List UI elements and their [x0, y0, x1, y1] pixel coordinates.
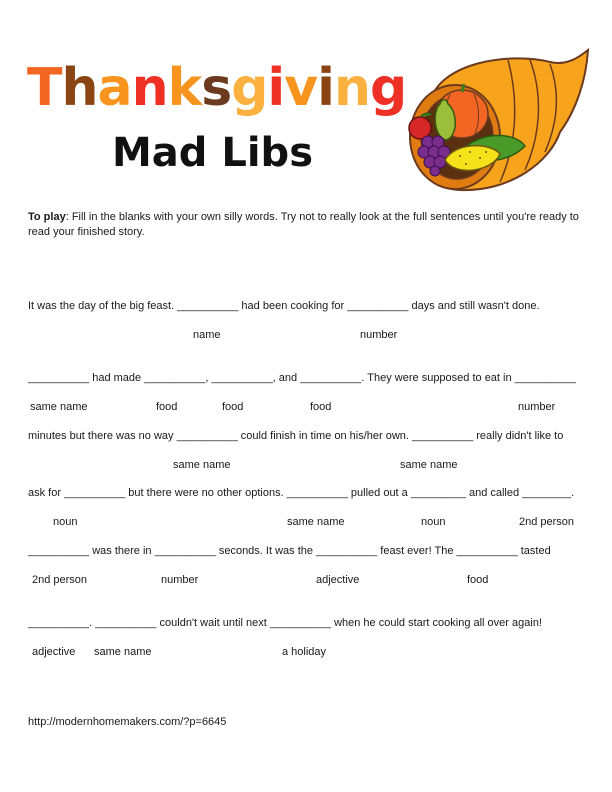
- story-line-2: __________ had made __________, __________, and __________. They were supposed to eat in __________: [28, 372, 576, 384]
- story-line-5: __________ was there in __________ seconds. It was the __________ feast ever! The __________ tasted: [28, 545, 551, 557]
- blank-hint: noun: [421, 516, 446, 528]
- blank-hint: a holiday: [282, 646, 327, 658]
- title-letter: i: [267, 58, 285, 118]
- blank-hint: number: [360, 329, 398, 341]
- blank-hint: food: [310, 401, 332, 413]
- source-link[interactable]: http://modernhomemakers.com/?p=6645: [28, 716, 227, 728]
- blank-hint: same name: [400, 459, 458, 471]
- blank-hint: number: [518, 401, 556, 413]
- blank-hint: adjective: [32, 646, 76, 658]
- blank-hint: noun: [53, 516, 78, 528]
- instructions-lead: To play: [28, 211, 66, 223]
- title-letter: k: [167, 58, 202, 118]
- story-line-1: It was the day of the big feast. __________ had been cooking for __________ days and still wasn't done.: [28, 300, 540, 312]
- title-letter: h: [61, 58, 98, 118]
- instructions: [28, 210, 588, 240]
- title-letter: a: [97, 58, 132, 118]
- story-line-4: ask for __________ but there were no other options. __________ pulled out a _________ and called ________.: [28, 487, 575, 499]
- title-letter: T: [27, 58, 62, 118]
- blank-hint: 2nd person: [32, 574, 88, 586]
- blank-hint: name: [193, 329, 221, 341]
- page-subtitle: Mad Libs: [112, 130, 313, 176]
- page-title: [27, 58, 407, 118]
- blank-hint: number: [161, 574, 199, 586]
- title-letter: g: [370, 58, 407, 118]
- blank-hint: same name: [287, 516, 345, 528]
- title-letter: v: [284, 58, 318, 118]
- blank-hint: adjective: [316, 574, 360, 586]
- blank-hint: food: [156, 401, 178, 413]
- title-letter: n: [333, 58, 371, 118]
- title-letter: g: [231, 58, 268, 118]
- title-letter: i: [317, 58, 334, 118]
- blank-hint: same name: [173, 459, 231, 471]
- story-line-3: minutes but there was no way __________ could finish in time on his/her own. __________ really didn't like to: [28, 430, 564, 442]
- title-letter: n: [131, 58, 168, 118]
- blank-hint: 2nd person: [519, 516, 575, 528]
- blank-hint: food: [222, 401, 244, 413]
- blank-hint: same name: [30, 401, 88, 413]
- title-letter: s: [201, 58, 232, 118]
- cornucopia-icon: [400, 42, 590, 202]
- blank-hint: same name: [94, 646, 152, 658]
- instructions-text: : Fill in the blanks with your own silly words. Try not to really look at the full sentences until you're ready to read your finished story.: [28, 211, 579, 238]
- story-line-6: __________. __________ couldn't wait until next __________ when he could start cooking all over again!: [28, 617, 542, 629]
- blank-hint: food: [467, 574, 489, 586]
